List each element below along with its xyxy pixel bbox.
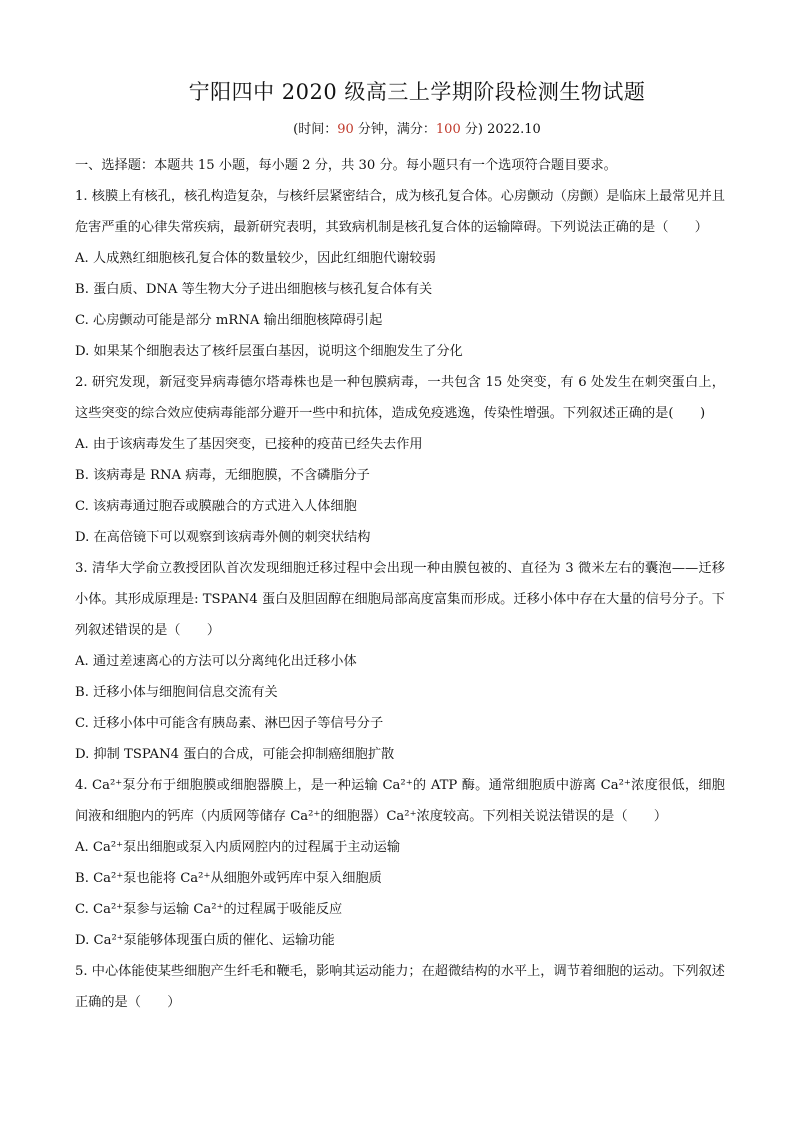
option-b: B. 该病毒是 RNA 病毒，无细胞膜，不含磷脂分子: [75, 468, 370, 483]
info-mid: 分钟，满分：: [353, 122, 436, 137]
option-c: C. Ca²⁺泵参与运输 Ca²⁺的过程属于吸能反应: [75, 902, 343, 917]
info-suffix: 分) 2022.10: [460, 122, 541, 137]
option-b: B. Ca²⁺泵也能将 Ca²⁺从细胞外或钙库中泵入细胞质: [75, 871, 382, 886]
question-4: [75, 770, 725, 956]
question-1: [75, 181, 725, 367]
question-stem: 1. 核膜上有核孔，核孔构造复杂，与核纤层紧密结合，成为核孔复合体。心房颤动（房颤）是临床上最常见并且危害严重的心律失常疾病，最新研究表明，其致病机制是核孔复合体的运输障碍。下列说法正确的是（ ）: [75, 189, 725, 235]
option-b: B. 迁移小体与细胞间信息交流有关: [75, 685, 278, 700]
info-prefix: (时间：: [293, 122, 338, 137]
option-a: A. Ca²⁺泵出细胞或泵入内质网腔内的过程属于主动运输: [75, 840, 401, 855]
exam-content: [75, 150, 725, 1018]
time-value: 90: [337, 122, 354, 137]
option-d: D. Ca²⁺泵能够体现蛋白质的催化、运输功能: [75, 933, 335, 948]
exam-info: [0, 118, 794, 137]
option-c: C. 心房颤动可能是部分 mRNA 输出细胞核障碍引起: [75, 313, 383, 328]
question-3: [75, 553, 725, 770]
question-2: [75, 367, 725, 553]
option-c: C. 该病毒通过胞吞或膜融合的方式进入人体细胞: [75, 499, 357, 514]
question-5: [75, 956, 725, 1018]
question-stem: 2. 研究发现，新冠变异病毒德尔塔毒株也是一种包膜病毒，一共包含 15 处突变，有 6 处发生在刺突蛋白上，这些突变的综合效应使病毒能部分避开一些中和抗体，造成免疫逃逸，传染性增强。下列叙述正确的是( ): [75, 375, 725, 421]
option-d: D. 如果某个细胞表达了核纤层蛋白基因，说明这个细胞发生了分化: [75, 344, 463, 359]
option-b: B. 蛋白质、DNA 等生物大分子进出细胞核与核孔复合体有关: [75, 282, 433, 297]
question-stem: 3. 清华大学俞立教授团队首次发现细胞迁移过程中会出现一种由膜包被的、直径为 3 微米左右的囊泡——迁移小体。其形成原理是: TSPAN4 蛋白及胆固醇在细胞局部高度富集而形成。迁移小体中存在大量的信号分子。下列叙述错误的是（ ）: [75, 561, 725, 638]
section-heading: 一、选择题：本题共 15 小题，每小题 2 分，共 30 分。每小题只有一个选项符合题目要求。: [75, 158, 617, 173]
question-stem: 5. 中心体能使某些细胞产生纤毛和鞭毛，影响其运动能力；在超微结构的水平上，调节着细胞的运动。下列叙述正确的是（ ）: [75, 964, 725, 1010]
option-a: A. 由于该病毒发生了基因突变，已接种的疫苗已经失去作用: [75, 437, 423, 452]
option-d: D. 在高倍镜下可以观察到该病毒外侧的刺突状结构: [75, 530, 371, 545]
score-value: 100: [435, 122, 461, 137]
option-a: A. 通过差速离心的方法可以分离纯化出迁移小体: [75, 654, 357, 669]
question-stem: 4. Ca²⁺泵分布于细胞膜或细胞器膜上，是一种运输 Ca²⁺的 ATP 酶。通常细胞质中游离 Ca²⁺浓度很低，细胞间液和细胞内的钙库（内质网等储存 Ca²⁺的细胞器）Ca²⁺浓度较高。下列相关说法错误的是（ ）: [75, 778, 725, 824]
option-c: C. 迁移小体中可能含有胰岛素、淋巴因子等信号分子: [75, 716, 384, 731]
page-title: 宁阳四中 2020 级高三上学期阶段检测生物试题: [188, 80, 646, 104]
option-d: D. 抑制 TSPAN4 蛋白的合成，可能会抑制癌细胞扩散: [75, 747, 395, 762]
option-a: A. 人成熟红细胞核孔复合体的数量较少，因此红细胞代谢较弱: [75, 251, 436, 266]
